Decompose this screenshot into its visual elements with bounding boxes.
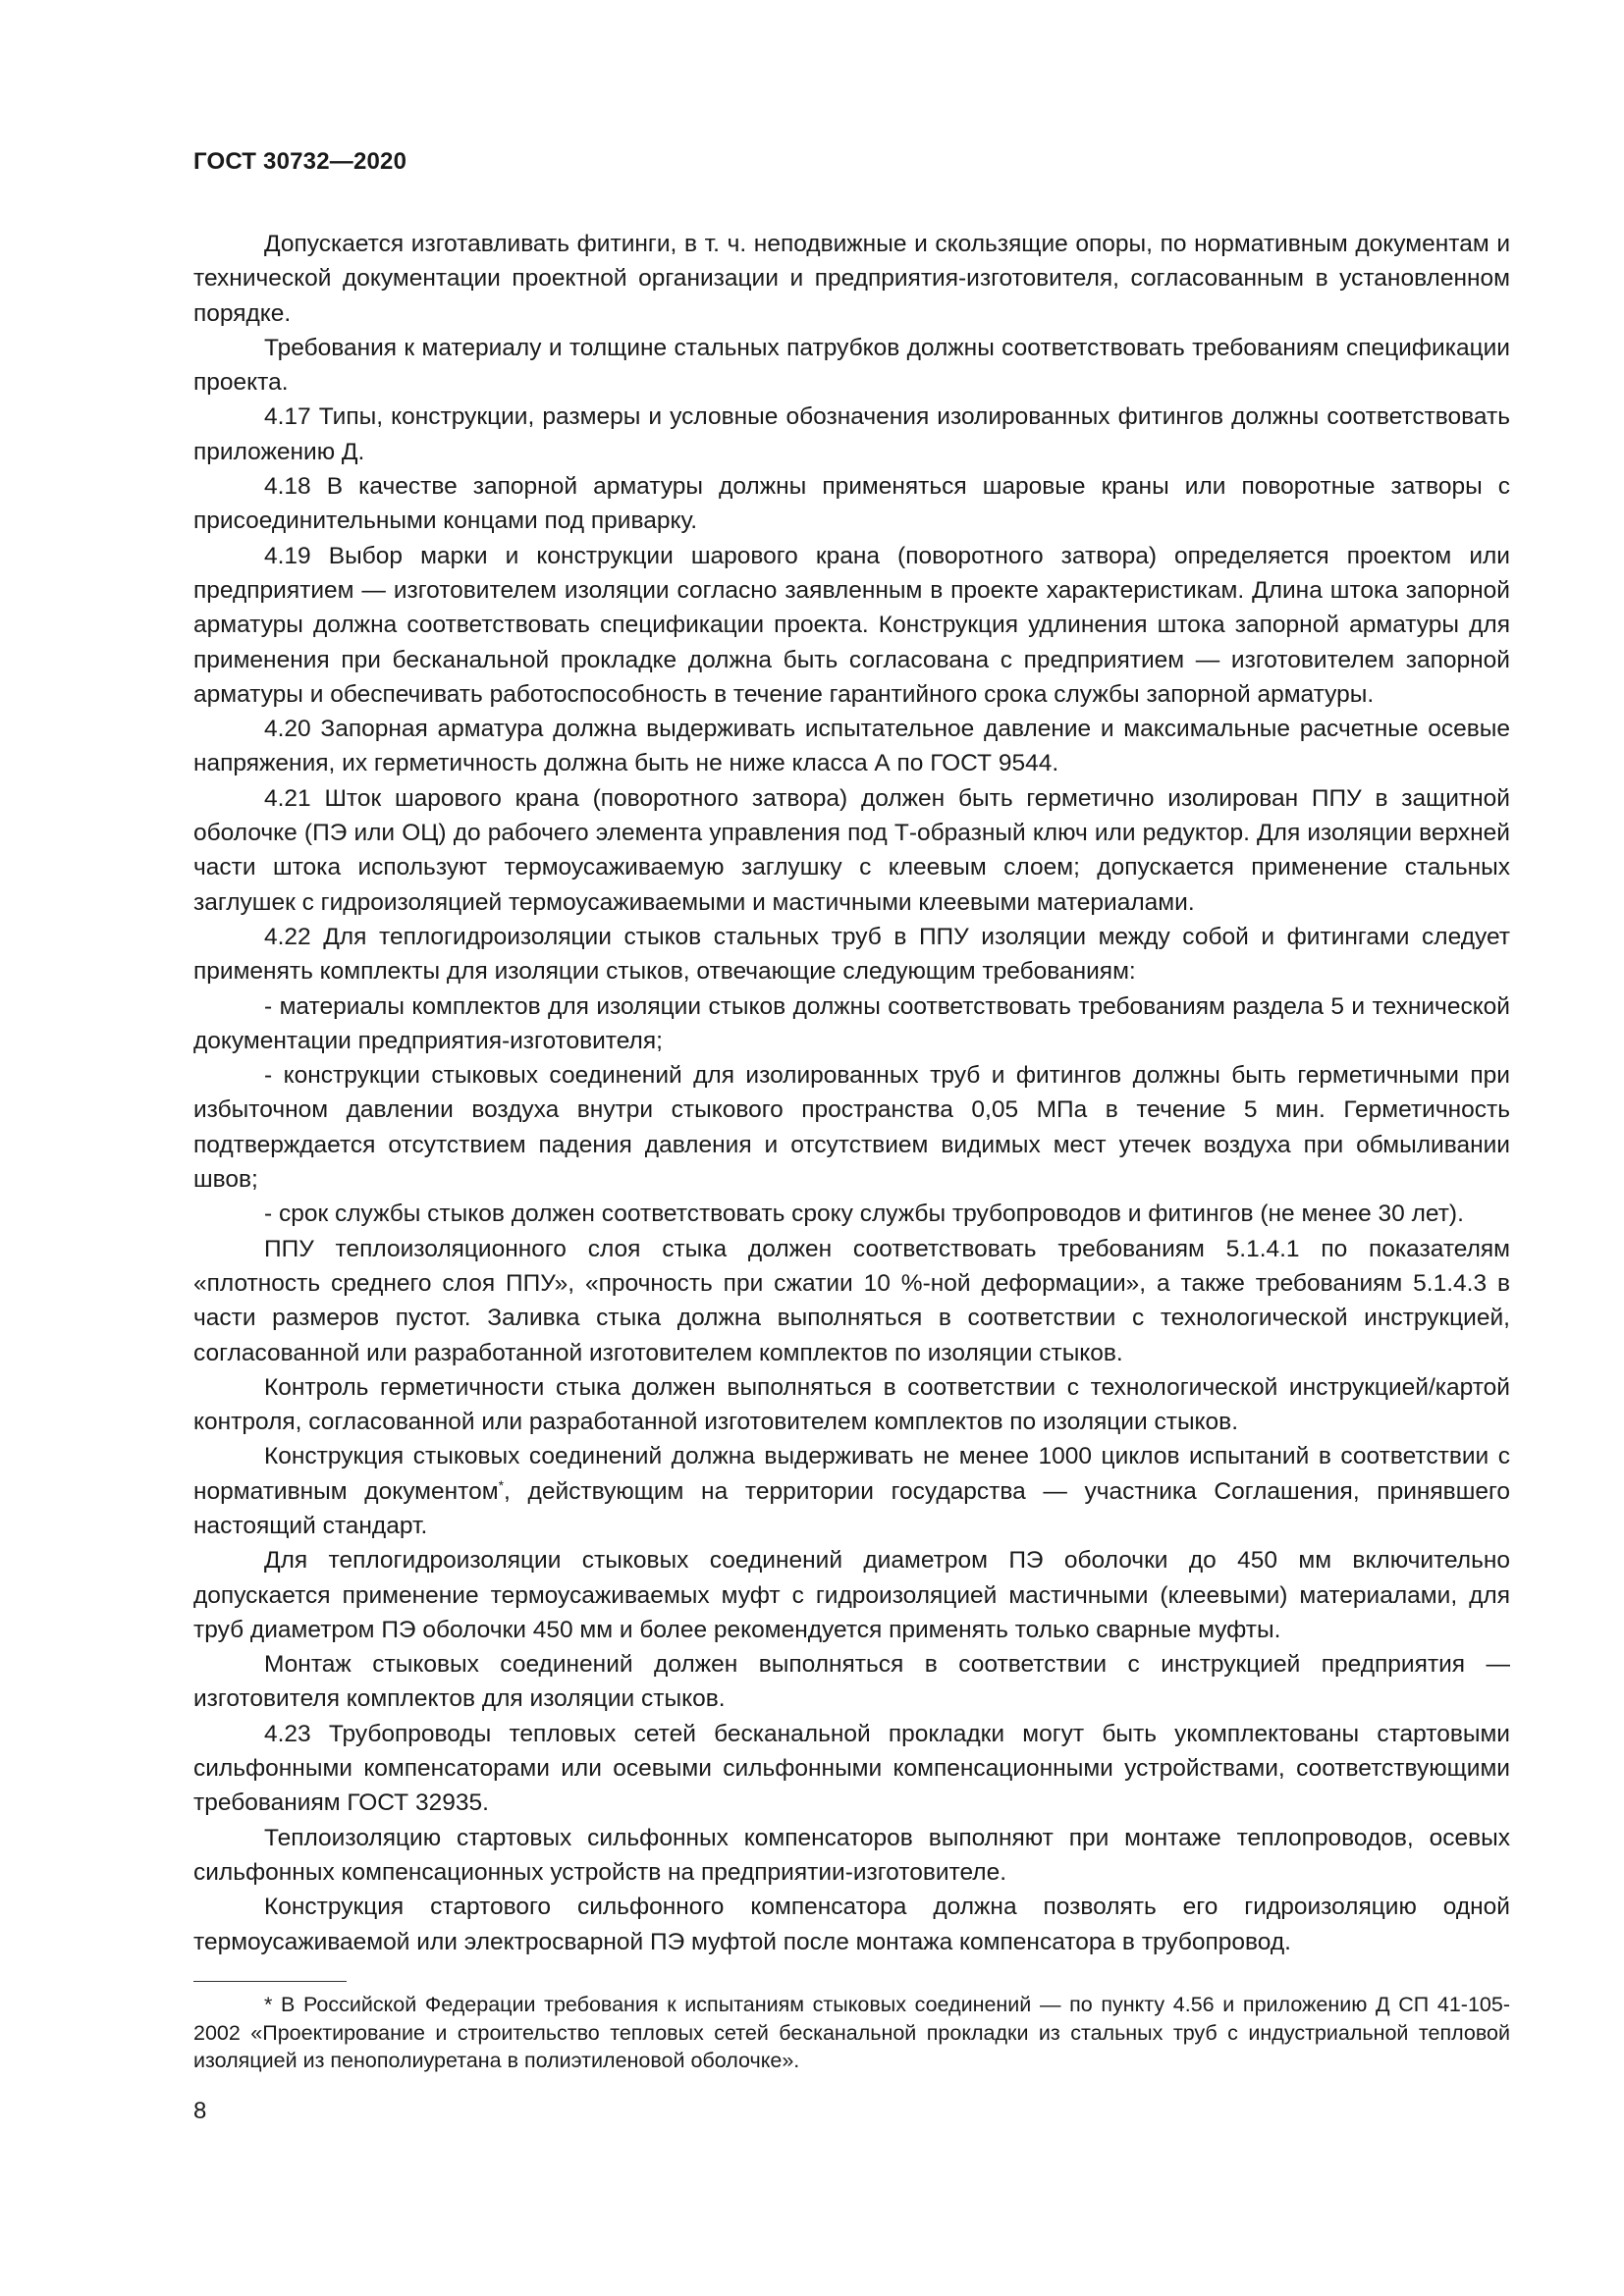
paragraph-tightness-control: Контроль герметичности стыка должен выполняться в соответствии с технологической инструкцией/картой контроля, согласованной или разработанной изготовителем комплектов по изоляции стыков.	[193, 1373, 1510, 1436]
footnote-text: * В Российской Федерации требования к испытаниям стыковых соединений — по пункту 4.56 и приложению Д СП 41-105-2002 «Проектирование и строительство тепловых сетей бесканальной прокладки из стальных труб с индустриальной тепловой изоляцией из пенополиуретана в полиэтиленовой оболочке».	[193, 1993, 1510, 2073]
paragraph-4-17: 4.17 Типы, конструкции, размеры и условные обозначения изолированных фитингов должны соответствовать приложению Д.	[193, 403, 1510, 465]
document-body	[193, 227, 1510, 1959]
paragraph-4-18: 4.18 В качестве запорной арматуры должны применяться шаровые краны или поворотные затворы с присоединительными концами под приварку.	[193, 473, 1510, 535]
paragraph-4-22: 4.22 Для теплогидроизоляции стыков стальных труб в ППУ изоляции между собой и фитингами следует применять комплекты для изоляции стыков, отвечающие следующим требованиям:	[193, 923, 1510, 986]
paragraph-joint-assembly: Монтаж стыковых соединений должен выполняться в соответствии с инструкцией предприятия — изготовителя комплектов для изоляции стыков.	[193, 1651, 1510, 1713]
paragraph-4-21: 4.21 Шток шарового крана (поворотного затвора) должен быть герметично изолирован ППУ в защитной оболочке (ПЭ или ОЦ) до рабочего элемента управления под Т-образный ключ или редуктор. Для изоляции верхней части штока используют термоусаживаемую заглушку с клеевым слоем; допускается применение стальных заглушек с гидроизоляцией термоусаживаемыми и мастичными клеевыми материалами.	[193, 784, 1510, 916]
paragraph-fittings-manufacture: Допускается изготавливать фитинги, в т. ч. неподвижные и скользящие опоры, по нормативным документам и технической документации проектной организации и предприятия-изготовителя, согласованным в установленном порядке.	[193, 231, 1510, 327]
paragraph-joint-cycles-end: , действующим на территории государства — участника Соглашения, принявшего настоящий стандарт.	[193, 1477, 1510, 1539]
footnote-divider	[193, 1981, 347, 1982]
page-number: 8	[193, 2098, 207, 2124]
paragraph-compensator-design: Конструкция стартового сильфонного компенсатора должна позволять его гидроизоляцию одной термоусаживаемой или электросварной ПЭ муфтой после монтажа компенсатора в трубопровод.	[193, 1894, 1510, 1955]
paragraph-compensator-insulation: Теплоизоляцию стартовых сильфонных компенсаторов выполняют при монтаже теплопроводов, осевых сильфонных компенсационных устройств на предприятии-изготовителе.	[193, 1824, 1510, 1886]
paragraph-4-19: 4.19 Выбор марки и конструкции шарового крана (поворотного затвора) определяется проектом или предприятием — изготовителем изоляции согласно заявленным в проекте характеристикам. Длина штока запорной арматуры должна соответствовать спецификации проекта. Конструкция удлинения штока запорной арматуры для применения при бесканальной прокладке должна быть согласована с предприятием — изготовителем запорной арматуры и обеспечивать работоспособность в течение гарантийного срока службы запорной арматуры.	[193, 542, 1510, 708]
paragraph-joint-cycles	[193, 1439, 1510, 1543]
document-header: ГОСТ 30732—2020	[193, 148, 407, 175]
paragraph-4-23: 4.23 Трубопроводы тепловых сетей бесканальной прокладки могут быть укомплектованы стартовыми сильфонными компенсаторами или осевыми сильфонными компенсационными устройствами, соответствующими требованиям ГОСТ 32935.	[193, 1720, 1510, 1817]
list-item-tightness: - конструкции стыковых соединений для изолированных труб и фитингов должны быть герметичными при избыточном давлении воздуха внутри стыкового пространства 0,05 МПа в течение 5 мин. Герметичность подтверждается отсутствием падения давления и отсутствием видимых мест утечек воздуха при обмыливании швов;	[193, 1062, 1510, 1194]
paragraph-ppu-joint: ППУ теплоизоляционного слоя стыка должен соответствовать требованиям 5.1.4.1 по показателям «плотность среднего слоя ППУ», «прочность при сжатии 10 %-ной деформации», а также требованиям 5.1.4.3 в части размеров пустот. Заливка стыка должна выполняться в соответствии с технологической инструкцией, согласованной или разработанной изготовителем комплектов по изоляции стыков.	[193, 1235, 1510, 1366]
footnote	[193, 1991, 1510, 2075]
paragraph-joint-cycles-start: Конструкция стыковых соединений должна выдерживать не менее 1000 циклов испытаний в соответствии с нормативным документом	[193, 1443, 1510, 1505]
paragraph-shrink-sleeves: Для теплогидроизоляции стыковых соединений диаметром ПЭ оболочки до 450 мм включительно допускается применение термоусаживаемых муфт с гидроизоляцией мастичными (клеевыми) материалами, для труб диаметром ПЭ оболочки 450 мм и более рекомендуется применять только сварные муфты.	[193, 1547, 1510, 1643]
paragraph-steel-branch-requirements: Требования к материалу и толщине стальных патрубков должны соответствовать требованиям спецификации проекта.	[193, 334, 1510, 397]
list-item-service-life: - срок службы стыков должен соответствовать сроку службы трубопроводов и фитингов (не менее 30 лет).	[264, 1201, 1464, 1228]
list-item-materials: - материалы комплектов для изоляции стыков должны соответствовать требованиям раздела 5 и технической документации предприятия-изготовителя;	[193, 992, 1510, 1054]
paragraph-4-20: 4.20 Запорная арматура должна выдерживать испытательное давление и максимальные расчетные осевые напряжения, их герметичность должна быть не ниже класса А по ГОСТ 9544.	[193, 716, 1510, 777]
footnote-marker: *	[498, 1476, 505, 1493]
